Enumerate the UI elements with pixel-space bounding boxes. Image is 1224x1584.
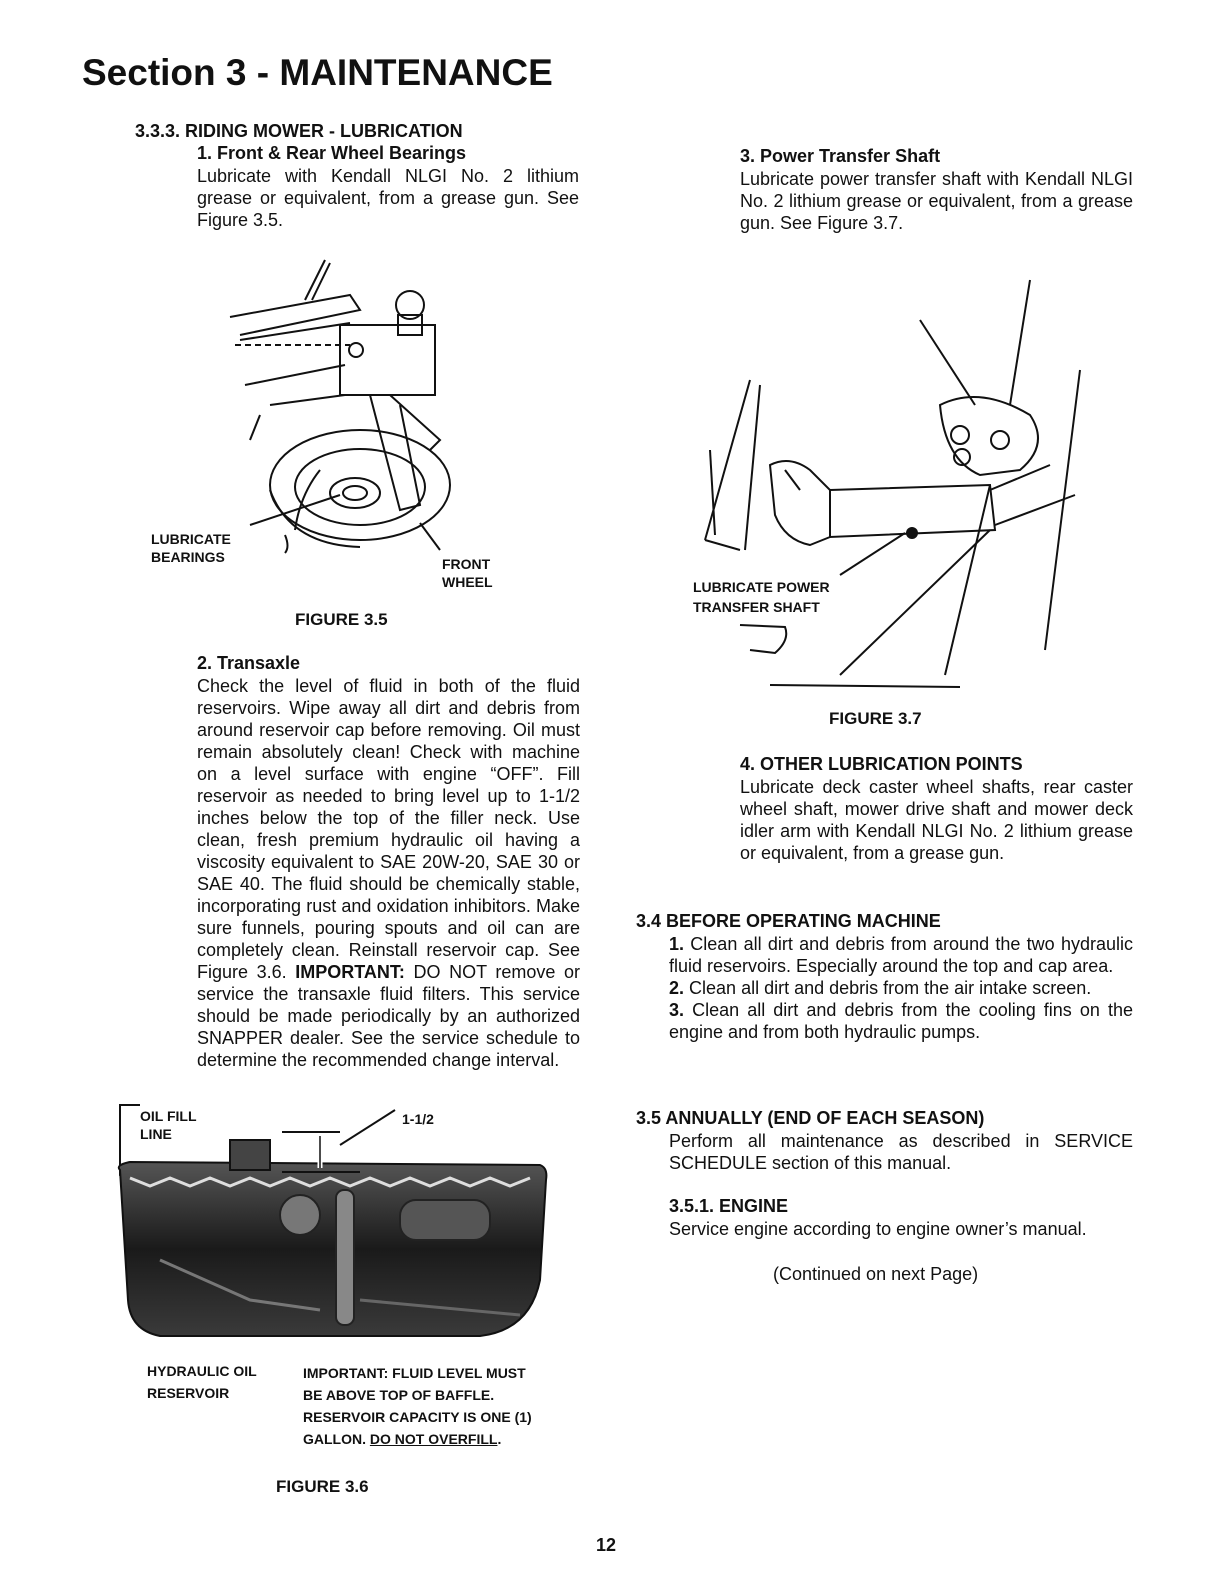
item-4-text: Lubricate deck caster wheel shafts, rear caster wheel shaft, mower drive shaft and mower deck idler arm with Kendall NLGI No. 2 lithium grease or equivalent, from a grease gun.: [740, 777, 1133, 863]
section-3-4-item-3: [669, 999, 1133, 1043]
section-3-5-1-heading: 3.5.1. ENGINE: [669, 1196, 789, 1216]
item-2-heading: 2. Transaxle: [197, 653, 301, 673]
figure-3-5-wheel-illustration: [150, 255, 510, 575]
fig-3-6-note-line-2: BE ABOVE TOP OF BAFFLE.: [303, 1387, 495, 1403]
item-4-heading: 4. OTHER LUBRICATION POINTS: [740, 754, 1023, 774]
fig-3-5-label-wheel: WHEEL: [442, 574, 493, 590]
section-3-4-item-3-text: Clean all dirt and debris from the cooling fins on the engine and from both hydraulic pumps.: [669, 1000, 1133, 1042]
item-1-text: Lubricate with Kendall NLGI No. 2 lithium grease or equivalent, from a grease gun. See Figure 3.5.: [197, 166, 579, 230]
item-2-text: [197, 675, 580, 1071]
item-3-text: Lubricate power transfer shaft with Kendall NLGI No. 2 lithium grease or equivalent, from a grease gun. See Figure 3.7.: [740, 169, 1133, 233]
item-3-heading: 3. Power Transfer Shaft: [740, 146, 941, 166]
fig-3-5-label-front: FRONT: [442, 556, 491, 572]
section-3-5-1-text: Service engine according to engine owner’s manual.: [669, 1219, 1087, 1239]
fig-3-5-label-lubricate: LUBRICATE: [151, 531, 231, 547]
section-3-4-item-1-text: Clean all dirt and debris from around the two hydraulic fluid reservoirs. Especially around the top and cap area.: [669, 934, 1133, 976]
fig-3-7-label-lubricate-power: LUBRICATE POWER: [693, 579, 830, 595]
fig-3-6-note-end: .: [497, 1431, 502, 1447]
fig-3-5-label-bearings: BEARINGS: [151, 549, 225, 565]
fig-3-6-label-oil-fill: OIL FILL: [140, 1108, 197, 1124]
item-2-text-after: DO NOT remove or service the transaxle fluid filters. This service should be made periodically by an authorized SNAPPER dealer. See the service schedule to determine the recommended change interval.: [197, 962, 580, 1070]
section-3-5-text: Perform all maintenance as described in SERVICE SCHEDULE section of this manual.: [669, 1131, 1133, 1173]
section-3-5-heading: 3.5 ANNUALLY (END OF EACH SEASON): [636, 1108, 985, 1128]
section-3-4-list: [669, 933, 1133, 1043]
figure-3-6-caption: FIGURE 3.6: [276, 1477, 369, 1496]
fig-3-6-label-measure: 1-1/2: [402, 1111, 434, 1127]
section-3-4-item-1-num: 1.: [669, 934, 685, 954]
section-3-4-item-2-text: Clean all dirt and debris from the air intake screen.: [689, 978, 1092, 998]
fig-3-7-label-transfer-shaft: TRANSFER SHAFT: [693, 599, 820, 615]
continued-note: (Continued on next Page): [773, 1264, 979, 1284]
fig-3-6-label-hydraulic-oil: HYDRAULIC OIL: [147, 1363, 257, 1379]
fig-3-6-note-line-3: RESERVOIR CAPACITY IS ONE (1): [303, 1409, 532, 1425]
page-number: 12: [596, 1535, 617, 1555]
section-3-4-item-2: [669, 977, 1133, 999]
section-3-4-item-3-num: 3.: [669, 1000, 685, 1020]
page-title: Section 3 - MAINTENANCE: [82, 52, 553, 93]
section-3-4-item-2-num: 2.: [669, 978, 685, 998]
figure-3-5-caption: FIGURE 3.5: [295, 610, 388, 629]
item-2-important: IMPORTANT:: [295, 962, 405, 982]
fig-3-6-label-line: LINE: [140, 1126, 172, 1142]
section-3-3-3-heading: 3.3.3. RIDING MOWER - LUBRICATION: [135, 121, 463, 141]
fig-3-6-note-line-4: [303, 1428, 532, 1450]
section-3-4-item-1: [669, 933, 1133, 977]
item-2-text-before: Check the level of fluid in both of the fluid reservoirs. Wipe away all dirt and debris from around reservoir cap before removing. Oil must remain absolutely clean! Check with machine on a level surface with engine “OFF”. Fill reservoir as needed to bring level up to 1-1/2 inches below the top of the filler neck. Use clean, fresh premium hydraulic oil having a viscosity equivalent to SAE 20W-20, SAE 30 or SAE 40. The fluid should be chemically stable, incorporating rust and oxidation inhibitors. Make sure funnels, pouring spouts and oil can are completely clean. Reinstall reservoir cap. See Figure 3.6.: [197, 676, 580, 982]
fig-3-6-label-reservoir: RESERVOIR: [147, 1385, 230, 1401]
fig-3-6-note-gallon: GALLON.: [303, 1431, 366, 1447]
figure-3-7-caption: FIGURE 3.7: [829, 709, 922, 728]
fig-3-6-note: [303, 1362, 532, 1450]
section-3-4-heading: 3.4 BEFORE OPERATING MACHINE: [636, 911, 941, 931]
figure-3-7-shaft-illustration: [690, 275, 1100, 695]
item-1-heading: 1. Front & Rear Wheel Bearings: [197, 143, 467, 163]
fig-3-6-note-line-1: IMPORTANT: FLUID LEVEL MUST: [303, 1365, 526, 1381]
fig-3-6-note-do-not-overfill: DO NOT OVERFILL: [369, 1431, 498, 1447]
